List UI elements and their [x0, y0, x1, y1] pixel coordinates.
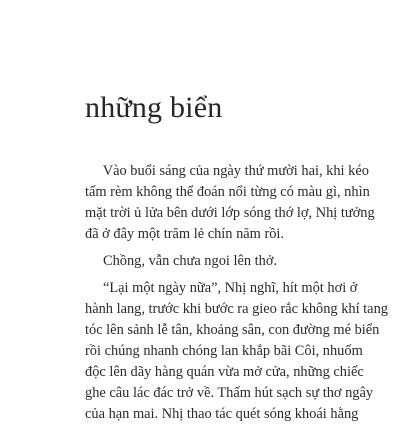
text-line: độc lên dãy hàng quán vừa mở cửa, những chiếc — [85, 364, 364, 380]
text-line: của hạn mai. Nhị thao tác quét sóng khoái hằng — [85, 406, 359, 422]
text-line: mặt trời ủ lửa bên dưới lớp sóng thớ lợ, Nhị tưởng — [85, 205, 375, 221]
text-line: đã ở đây một trăm lẻ chín năm rồi. — [85, 226, 285, 242]
text-line: rồi chúng nhanh chóng lan khắp bãi Côi, nhuốm — [85, 343, 363, 359]
paragraph-3 — [85, 278, 388, 425]
text-line: Chồng, vẫn chưa ngoi lên thở. — [85, 253, 278, 269]
text-line: tấm rèm không thể đoán nổi từng có màu gì, nhìn — [85, 184, 370, 200]
text-line: Vào buổi sáng của ngày thứ mười hai, khi kéo — [85, 163, 369, 179]
text-line: tóc lên sảnh lễ tân, khoảng sân, con đường mé biển — [85, 322, 380, 338]
paragraph-2 — [85, 251, 375, 272]
chapter-title: những biển — [85, 91, 223, 124]
text-line: “Lại một ngày nữa”, Nhị nghĩ, hít một hơi ở — [85, 280, 358, 296]
text-line: hành lang, trước khi bước ra gieo rắc không khí tang — [85, 301, 388, 317]
body-text — [85, 161, 388, 431]
text-line: ghe câu lác đác trở về. Thấm hút sạch sự thơ ngây — [85, 385, 374, 401]
paragraph-1 — [85, 161, 375, 245]
